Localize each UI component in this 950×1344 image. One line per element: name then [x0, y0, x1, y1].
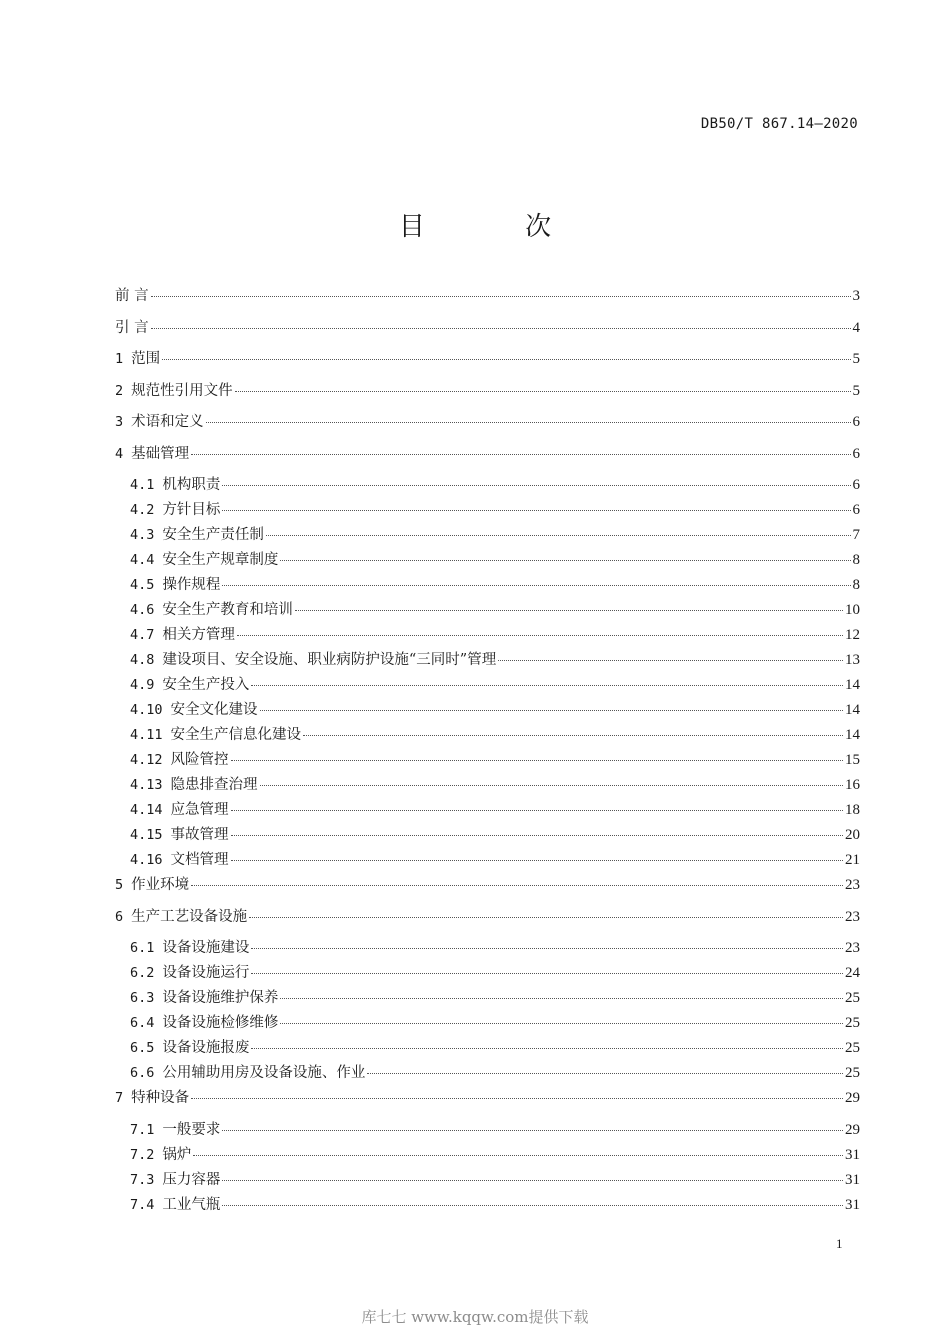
toc-entry[interactable] — [115, 1193, 860, 1218]
toc-entry-number: 7 — [115, 1090, 124, 1106]
toc-entry-number: 4.14 — [130, 802, 163, 818]
dot-leader — [222, 510, 850, 511]
toc-entry-page: 5 — [852, 382, 860, 399]
dot-leader — [222, 1205, 843, 1206]
toc-entry-text: 特种设备 — [131, 1090, 190, 1106]
toc-entry-number: 4.5 — [130, 577, 155, 593]
toc-entry-number: 4.4 — [130, 552, 155, 568]
toc-entry-text: 应急管理 — [170, 802, 229, 818]
toc-entry-page: 13 — [845, 652, 860, 668]
toc-entry-number: 3 — [115, 414, 124, 430]
toc-entry-number: 4.7 — [130, 627, 155, 643]
toc-entry[interactable] — [115, 473, 860, 498]
toc-entry-number: 4.15 — [130, 827, 163, 843]
toc-entry-number: 2 — [115, 382, 124, 399]
standard-code: DB50/T 867.14—2020 — [700, 116, 858, 132]
toc-entry[interactable] — [115, 573, 860, 598]
toc-entry-page: 21 — [845, 852, 860, 868]
toc-entry-text: 基础管理 — [131, 445, 190, 462]
toc-entry-page: 25 — [845, 1040, 860, 1056]
toc-entry[interactable] — [115, 798, 860, 823]
toc-entry[interactable] — [115, 598, 860, 623]
toc-entry-text: 一般要求 — [162, 1121, 221, 1138]
dot-leader — [191, 454, 850, 455]
toc-entry-text: 安全生产投入 — [162, 677, 250, 693]
toc-entry-text: 范围 — [131, 351, 161, 367]
toc-entry-text: 设备设施运行 — [162, 965, 250, 981]
toc-entry-label — [115, 905, 247, 926]
toc-entry-label — [130, 1061, 365, 1082]
dot-leader — [280, 1023, 843, 1024]
toc-entry-label — [130, 798, 229, 819]
dot-leader — [280, 998, 843, 999]
toc-entry-label — [130, 961, 249, 982]
toc-entry[interactable] — [115, 1061, 860, 1086]
dot-leader — [260, 710, 843, 711]
page-number: 1 — [836, 1236, 843, 1251]
toc-entry-text: 方针目标 — [162, 502, 221, 518]
toc-entry-page: 25 — [845, 1015, 860, 1031]
toc-entry-text: 设备设施检修维修 — [162, 1015, 279, 1031]
toc-entry-text: 设备设施维护保养 — [162, 990, 279, 1006]
toc-entry-text: 设备设施报废 — [162, 1040, 250, 1056]
toc-entry-label — [115, 316, 149, 337]
toc-entry-text: 锅炉 — [162, 1146, 192, 1163]
toc-entry-page: 16 — [845, 777, 860, 793]
toc-entry[interactable] — [115, 623, 860, 648]
dot-leader — [151, 328, 851, 329]
toc-entry[interactable] — [115, 748, 860, 773]
toc-entry-number: 4.2 — [130, 502, 155, 518]
dot-leader — [231, 760, 843, 761]
toc-entry[interactable] — [115, 442, 860, 474]
toc-entry[interactable] — [115, 848, 860, 873]
toc-entry-number: 6.3 — [130, 990, 155, 1006]
dot-leader — [231, 860, 843, 861]
toc-entry-text: 操作规程 — [162, 577, 221, 593]
toc-entry-page: 6 — [852, 477, 860, 493]
dot-leader — [162, 359, 850, 360]
toc-entry-text: 前 言 — [115, 288, 149, 304]
toc-entry-text: 安全生产规章制度 — [162, 552, 279, 568]
toc-entry[interactable] — [115, 316, 860, 348]
toc-entry-text: 引 言 — [115, 319, 149, 336]
toc-entry-label — [130, 548, 278, 569]
toc-entry-label — [130, 523, 264, 544]
dot-leader — [260, 785, 843, 786]
toc-entry-page: 8 — [852, 577, 860, 593]
toc-entry-label — [130, 573, 220, 594]
toc-entry-page: 31 — [845, 1146, 860, 1163]
toc-entry-page: 31 — [845, 1171, 860, 1188]
toc-entry[interactable] — [115, 986, 860, 1011]
dot-leader — [231, 835, 843, 836]
toc-entry-label — [115, 442, 189, 463]
toc-entry-number: 4.9 — [130, 677, 155, 693]
dot-leader — [266, 535, 851, 536]
dot-leader — [193, 1155, 843, 1156]
toc-entry-number: 4.11 — [130, 727, 163, 743]
toc-entry-number: 4.8 — [130, 652, 155, 668]
toc-entry-text: 公用辅助用房及设备设施、作业 — [162, 1065, 366, 1081]
toc-entry[interactable] — [115, 673, 860, 698]
toc-entry-label — [130, 823, 229, 844]
toc-entry-text: 规范性引用文件 — [131, 382, 233, 399]
toc-entry[interactable] — [115, 961, 860, 986]
toc-entry-number: 7.2 — [130, 1146, 155, 1163]
dot-leader — [280, 560, 850, 561]
dot-leader — [303, 735, 843, 736]
toc-entry-text: 安全生产教育和培训 — [162, 602, 293, 618]
toc-entry-text: 设备设施建设 — [162, 940, 250, 956]
dot-leader — [222, 1180, 843, 1181]
toc-entry[interactable] — [115, 1036, 860, 1061]
dot-leader — [206, 422, 851, 423]
toc-entry[interactable] — [115, 548, 860, 573]
dot-leader — [251, 1048, 843, 1049]
toc-entry-label — [130, 1143, 191, 1164]
dot-leader — [222, 1130, 843, 1131]
toc-entry-label — [130, 1036, 249, 1057]
toc-entry-text: 安全文化建设 — [170, 702, 258, 718]
toc-entry-label — [130, 848, 229, 869]
toc-entry-label — [130, 648, 496, 669]
dot-leader — [251, 948, 843, 949]
toc-entry-page: 12 — [845, 627, 860, 643]
toc-entry-label — [130, 936, 249, 957]
toc-entry-label — [115, 379, 233, 400]
toc-entry-number: 6.1 — [130, 940, 155, 956]
toc-entry-text: 事故管理 — [170, 827, 229, 843]
toc-entry[interactable] — [115, 1086, 860, 1118]
toc-entry-page: 31 — [845, 1196, 860, 1213]
toc-entry-page: 15 — [845, 752, 860, 768]
toc-entry-page: 6 — [852, 502, 860, 518]
dot-leader — [498, 660, 843, 661]
toc-entry-page: 24 — [845, 965, 860, 981]
toc-entry-label — [130, 1193, 220, 1214]
toc-entry-label — [115, 1086, 189, 1107]
toc-entry-text: 机构职责 — [162, 477, 221, 493]
toc-entry-text: 文档管理 — [170, 852, 229, 868]
toc-entry-page: 3 — [852, 288, 860, 304]
dot-leader — [222, 485, 850, 486]
toc-entry-number: 1 — [115, 351, 124, 367]
toc-entry-page: 14 — [845, 702, 860, 718]
toc-entry[interactable] — [115, 648, 860, 673]
toc-entry-text: 作业环境 — [131, 877, 190, 893]
toc-entry-text: 压力容器 — [162, 1171, 221, 1188]
toc-entry[interactable] — [115, 498, 860, 523]
toc-entry-page: 8 — [852, 552, 860, 568]
toc-entry-text: 术语和定义 — [131, 414, 204, 430]
toc-entry-page: 14 — [845, 727, 860, 743]
toc-entry-number: 6.4 — [130, 1015, 155, 1031]
toc-entry-number: 4.16 — [130, 852, 163, 868]
toc-entry-number: 5 — [115, 877, 124, 893]
toc-entry-page: 4 — [852, 319, 860, 336]
toc-entry-label — [115, 410, 204, 431]
toc-entry-page: 25 — [845, 1065, 860, 1081]
dot-leader — [367, 1073, 843, 1074]
dot-leader — [251, 685, 843, 686]
toc-entry[interactable] — [115, 723, 860, 748]
toc-entry-text: 建设项目、安全设施、职业病防护设施“三同时”管理 — [162, 652, 497, 668]
toc-entry-number: 4.3 — [130, 527, 155, 543]
toc-entry-text: 风险管控 — [170, 752, 229, 768]
toc-entry[interactable] — [115, 284, 860, 316]
toc-entry[interactable] — [115, 347, 860, 379]
toc-entry-page: 5 — [852, 351, 860, 367]
toc-entry-page: 20 — [845, 827, 860, 843]
toc-entry[interactable] — [115, 698, 860, 723]
toc-entry[interactable] — [115, 773, 860, 798]
toc-entry-number: 7.4 — [130, 1196, 155, 1213]
toc-entry-text: 安全生产责任制 — [162, 527, 264, 543]
toc-entry-page: 6 — [852, 445, 860, 462]
toc-entry-label — [130, 723, 301, 744]
dot-leader — [191, 1098, 843, 1099]
toc-entry-label — [130, 473, 220, 494]
toc-entry-number: 6.6 — [130, 1065, 155, 1081]
toc-entry-label — [130, 1118, 220, 1139]
toc-entry-text: 相关方管理 — [162, 627, 235, 643]
toc-entry-label — [115, 284, 149, 305]
toc-entry-page: 29 — [845, 1090, 860, 1106]
toc-entry-number: 6.5 — [130, 1040, 155, 1056]
toc-entry[interactable] — [115, 1118, 860, 1143]
toc-entry-number: 6 — [115, 908, 124, 925]
toc-entry-number: 4.13 — [130, 777, 163, 793]
toc-entry[interactable] — [115, 873, 860, 905]
toc-entry-text: 生产工艺设备设施 — [131, 908, 248, 925]
toc-entry-page: 6 — [852, 414, 860, 430]
dot-leader — [249, 917, 843, 918]
toc-entry-page: 7 — [852, 527, 860, 543]
watermark: 库七七 www.kqqw.com提供下载 — [361, 1308, 589, 1326]
toc-entry-page: 10 — [845, 602, 860, 618]
toc-entry-page: 29 — [845, 1121, 860, 1138]
toc-entry[interactable] — [115, 823, 860, 848]
toc-entry-number: 4 — [115, 445, 124, 462]
toc-entry-label — [130, 623, 235, 644]
toc-entry-label — [130, 1168, 220, 1189]
dot-leader — [295, 610, 843, 611]
toc-entry-label — [130, 598, 293, 619]
toc-entry-page: 23 — [845, 940, 860, 956]
toc-entry-page: 14 — [845, 677, 860, 693]
toc-entry-number: 4.1 — [130, 477, 155, 493]
toc-entry-label — [130, 773, 258, 794]
toc-entry-number: 4.10 — [130, 702, 163, 718]
toc-entry[interactable] — [115, 410, 860, 442]
toc-entry-number: 7.3 — [130, 1171, 155, 1188]
toc-entry-page: 18 — [845, 802, 860, 818]
toc-entry-page: 23 — [845, 908, 860, 925]
toc-entry-label — [115, 873, 189, 894]
toc-entry-label — [130, 673, 249, 694]
toc-entry[interactable] — [115, 523, 860, 548]
dot-leader — [235, 391, 851, 392]
table-of-contents — [115, 284, 860, 1218]
dot-leader — [231, 810, 843, 811]
toc-entry[interactable] — [115, 379, 860, 411]
toc-entry-text: 安全生产信息化建设 — [170, 727, 302, 743]
toc-entry-label — [130, 1011, 278, 1032]
dot-leader — [251, 973, 843, 974]
toc-entry-label — [130, 498, 220, 519]
toc-entry-number: 6.2 — [130, 965, 155, 981]
dot-leader — [222, 585, 850, 586]
toc-entry-text: 工业气瓶 — [162, 1196, 221, 1213]
toc-entry-number: 7.1 — [130, 1121, 155, 1138]
dot-leader — [237, 635, 843, 636]
toc-entry-page: 25 — [845, 990, 860, 1006]
toc-entry-number: 4.12 — [130, 752, 163, 768]
toc-entry-number: 4.6 — [130, 602, 155, 618]
toc-entry-page: 23 — [845, 877, 860, 893]
toc-entry-text: 隐患排查治理 — [170, 777, 258, 793]
toc-entry[interactable] — [115, 936, 860, 961]
toc-entry[interactable] — [115, 905, 860, 937]
toc-entry-label — [130, 698, 258, 719]
dot-leader — [151, 296, 851, 297]
toc-entry[interactable] — [115, 1011, 860, 1036]
toc-entry-label — [115, 347, 160, 368]
page-title: 目 次 — [398, 212, 598, 242]
toc-entry[interactable] — [115, 1168, 860, 1193]
toc-entry[interactable] — [115, 1143, 860, 1168]
dot-leader — [191, 885, 843, 886]
toc-entry-label — [130, 986, 278, 1007]
toc-entry-label — [130, 748, 229, 769]
